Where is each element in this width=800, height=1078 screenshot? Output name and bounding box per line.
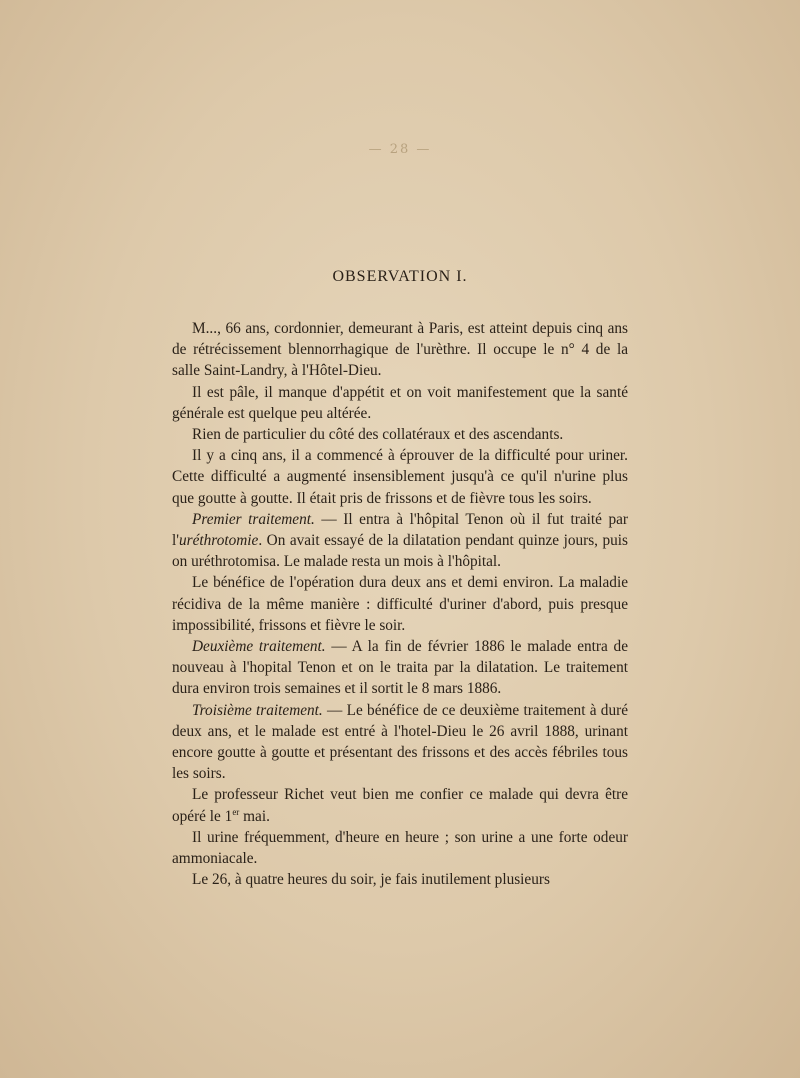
paragraph-text: Il y a cinq ans, il a commencé à éprouver de la difficulté pour uriner. Cette difficulté a augmenté insensiblement jusqu'à ce qu'il n'urine plus que goutte à goutte. Il était pris de frissons et de fièvre tous les soirs. [172,447,628,507]
paragraph-text: M..., 66 ans, cordonnier, demeurant à Paris, est atteint depuis cinq ans de rétrécissement blennorrhagique de l'urèthre. Il occupe le n° 4 de la salle Saint-Landry, à l'Hôtel-Dieu. [172,320,628,380]
paragraph-surgeon [172,784,628,826]
italic-term: uréthrotomie [179,532,259,550]
treatment-lead: Deuxième traitement. [192,638,326,656]
paragraph-text: mai. [239,807,270,825]
paragraph-text: — Le bénéfice de ce deuxième traitement à duré deux ans, et le malade est entré à l'hotel-Dieu le 26 avril 1888, urinant encore goutte à goutte et présentant des frissons et des accès fébriles tous les soirs. [172,701,628,783]
paragraph-patient-intro [172,318,628,382]
paragraph-onset [172,445,628,509]
paragraph-text: — A la fin de février 1886 le malade entra de nouveau à l'hopital Tenon et on le traita par la dilatation. Le traitement dura environ trois semaines et il sortit le 8 mars 1886. [172,638,628,698]
paragraph-text: Il urine fréquemment, d'heure en heure ; son urine a une forte odeur ammoniacale. [172,828,628,868]
paragraph-text: Il est pâle, il manque d'appétit et on voit manifestement que la santé générale est quelque peu altérée. [172,383,628,422]
paragraph-third-treatment [172,700,628,785]
treatment-lead: Premier traitement. [192,510,315,528]
superscript: er [232,806,240,817]
paragraph-relapse [172,572,628,636]
paragraph-continuation [172,869,628,890]
paragraph-text: . On avait essayé de la dilatation pendant quinze jours, puis on uréthrotomisa. Le malade resta un mois à l'hôpital. [172,532,628,571]
page-number: — 28 — [368,142,432,157]
paragraph-text: Le professeur Richet veut bien me confier ce malade qui devra être opéré le 1 [172,786,628,825]
observation-heading: OBSERVATION I. [332,268,468,285]
paragraph-second-treatment [172,636,628,700]
paragraph-text: Le bénéfice de l'opération dura deux ans et demi environ. La maladie récidiva de la même manière : difficulté d'uriner d'abord, puis presque impossibilité, frissons et fièvre le soir. [172,574,628,634]
observation-body [172,318,628,890]
paragraph-urination [172,827,628,869]
paragraph-text: Le 26, à quatre heures du soir, je fais inutilement plusieurs [192,871,550,889]
paragraph-first-treatment [172,509,628,573]
treatment-lead: Troisième traitement. [192,701,323,719]
paragraph-text: — Il entra à l'hôpital Tenon où il fut traité par l' [172,510,628,550]
paragraph-family-history [172,424,628,445]
paragraph-general-state [172,382,628,424]
paragraph-text: Rien de particulier du côté des collatéraux et des ascendants. [192,426,564,444]
